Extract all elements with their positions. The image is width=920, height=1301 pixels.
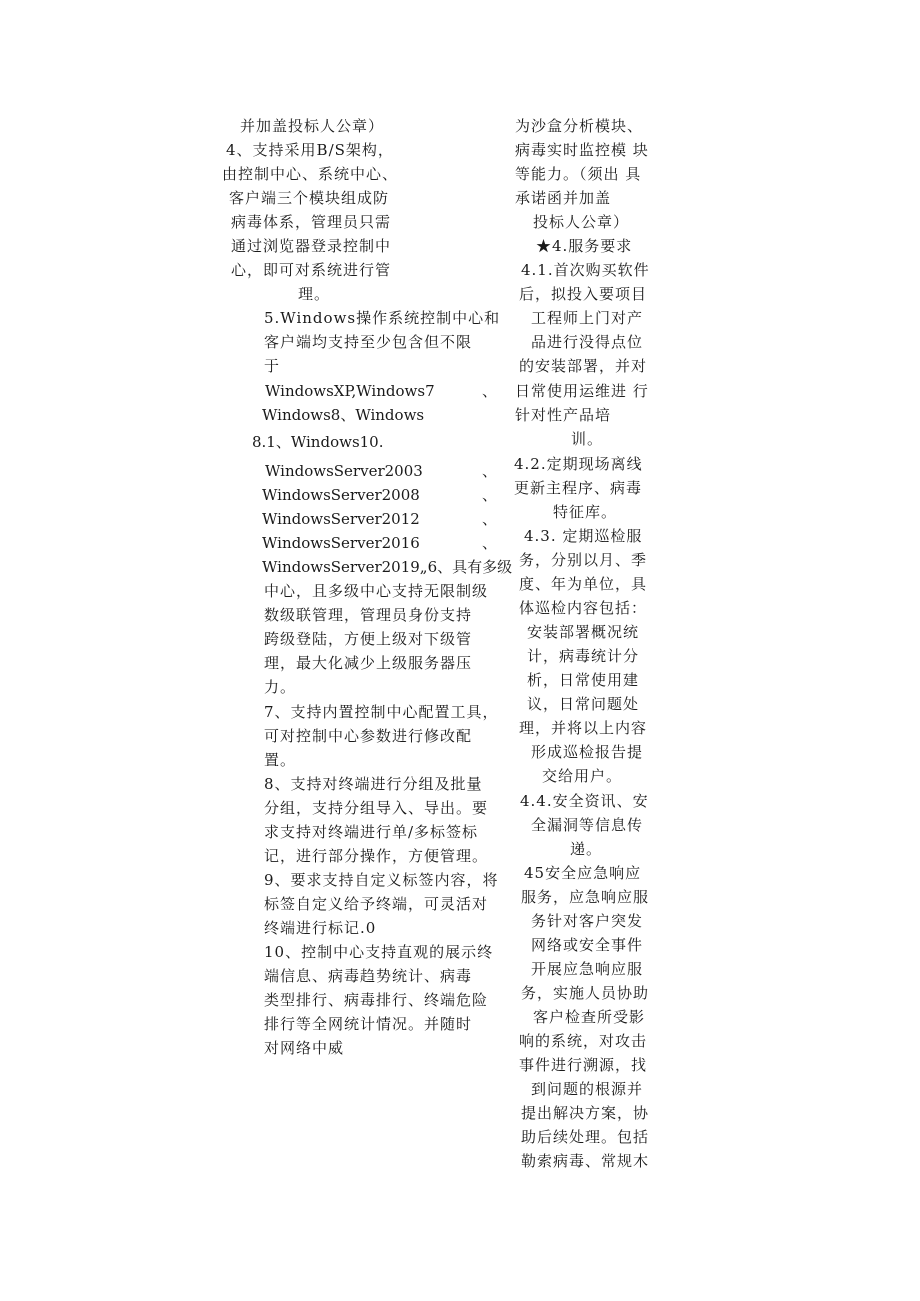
text-line: WindowsServer2019„6、具有多级 (262, 558, 513, 576)
text-line: 等能力。（须出 具 (515, 165, 642, 183)
text-line: 日常使用运维进 行 (515, 382, 649, 400)
text-line: 数级联管理，管理员身份支持 (264, 606, 473, 624)
text-line: 事件进行溯源，找 (519, 1056, 648, 1074)
separator-mark: 、 (482, 382, 499, 400)
text-line: 排行等全网统计情况。并随时 (264, 1015, 473, 1033)
text-line: 投标人公章） (533, 213, 630, 231)
text-line: 心，即可对系统进行管 (231, 261, 392, 279)
text-line: 理，最大化减少上级服务器压 (264, 654, 473, 672)
text-line: 网络或安全事件 (531, 936, 644, 954)
text-line: 为沙盒分析模块、 (515, 117, 644, 135)
text-line: 承诺函并加盖 (515, 189, 612, 207)
text-line: 10、控制中心支持直观的展示终 (264, 943, 494, 961)
text-line: 工程师上门对产 (531, 309, 644, 327)
text-line: 病毒体系，管理员只需 (231, 213, 392, 231)
text-line: 可对控制中心参数进行修改配 (264, 727, 473, 745)
text-line: 全漏洞等信息传 (531, 816, 644, 834)
text-line: 体巡检内容包括： (519, 599, 648, 617)
text-line: 记，进行部分操作，方便管理。 (264, 847, 489, 865)
text-line: 4.3. 定期巡检服 (524, 527, 643, 545)
text-line: 服务，应急响应服 (521, 888, 650, 906)
text-line: 求支持对终端进行单/多标签标 (264, 823, 479, 841)
text-line: 形成巡检报告提 (531, 743, 644, 761)
text-line: 交给用户。 (542, 767, 623, 785)
text-line: 端信息、病毒趋势统计、病毒 (264, 967, 473, 985)
text-line: 递。 (570, 840, 603, 858)
text-line: 4.2.定期现场离线 (514, 455, 643, 473)
text-line: WindowsServer2003 (265, 462, 423, 480)
section-heading: ★4.服务要求 (536, 237, 633, 255)
text-line: 9、要求支持自定义标签内容，将 (264, 871, 499, 889)
text-line: 对网络中威 (264, 1039, 345, 1057)
text-line: 理，并将以上内容 (519, 719, 648, 737)
text-line: 病毒实时监控模 块 (515, 141, 649, 159)
text-line: 提出解决方案，协 (521, 1104, 650, 1122)
text-line: 理。 (298, 285, 331, 303)
text-line: 4.1.首次购买软件 (521, 261, 650, 279)
text-line: 务，分别以月、季 (519, 551, 648, 569)
text-line: 务针对客户突发 (531, 912, 644, 930)
text-line: 针对性产品培 (515, 406, 612, 424)
text-line: 客户端三个模块组成防 (229, 189, 390, 207)
separator-mark: 、 (482, 510, 499, 528)
text-line: 由控制中心、系统中心、 (222, 165, 399, 183)
text-line: 于 (264, 357, 281, 375)
text-line: 助后续处理。包括 (521, 1128, 650, 1146)
text-line: 4、支持采用B/S架构， (226, 141, 394, 159)
text-line: 8.1、Windows10. (252, 433, 384, 451)
separator-mark: 、 (482, 534, 499, 552)
text-line: 客户检查所受影 (533, 1008, 646, 1026)
text-line: 8、支持对终端进行分组及批量 (264, 775, 483, 793)
text-line: 特征库。 (553, 503, 618, 521)
text-line: 7、支持内置控制中心配置工具， (264, 703, 499, 721)
text-line: 品进行没得点位 (531, 333, 644, 351)
text-line: WindowsXP,Windows7 (265, 382, 435, 400)
text-line: 置。 (264, 751, 297, 769)
text-line: 45安全应急响应 (524, 864, 642, 882)
text-line: WindowsServer2012 (262, 510, 420, 528)
text-line: 开展应急响应服 (531, 960, 644, 978)
text-line: 5.Windows操作系统控制中心和 (264, 309, 501, 327)
text-line: 议，日常问题处 (527, 695, 640, 713)
text-line: 并加盖投标人公章） (240, 117, 385, 135)
text-line: 标签自定义给予终端，可灵活对 (264, 895, 489, 913)
text-line: 析，日常使用建 (527, 671, 640, 689)
text-line: 更新主程序、病毒 (514, 479, 643, 497)
text-line: 终端进行标记.0 (264, 919, 377, 937)
text-line: 的安装部署，并对 (519, 357, 648, 375)
text-line: 到问题的根源并 (531, 1080, 644, 1098)
text-line: 勒索病毒、常规木 (521, 1152, 650, 1170)
text-line: 客户端均支持至少包含但不限 (264, 333, 473, 351)
text-line: 4.4.安全资讯、安 (520, 792, 649, 810)
text-line: 度、年为单位，具 (519, 575, 648, 593)
text-line: 类型排行、病毒排行、终端危险 (264, 991, 489, 1009)
separator-mark: 、 (482, 486, 499, 504)
text-line: 后，拟投入要项目 (519, 285, 648, 303)
separator-mark: 、 (482, 462, 499, 480)
text-line: WindowsServer2008 (262, 486, 420, 504)
text-line: 通过浏览器登录控制中 (231, 237, 392, 255)
text-line: 训。 (571, 430, 604, 448)
text-line: 务，实施人员协助 (521, 984, 650, 1002)
text-line: 响的系统，对攻击 (519, 1032, 648, 1050)
text-line: 分组，支持分组导入、导出。要 (264, 799, 489, 817)
text-line: 中心，且多级中心支持无限制级 (264, 582, 489, 600)
text-line: 力。 (264, 678, 297, 696)
text-line: 跨级登陆，方便上级对下级管 (264, 630, 473, 648)
text-line: 安装部署概况统 (527, 623, 640, 641)
text-line: 计，病毒统计分 (527, 647, 640, 665)
text-line: WindowsServer2016 (262, 534, 420, 552)
text-line: Windows8、Windows (262, 406, 425, 424)
